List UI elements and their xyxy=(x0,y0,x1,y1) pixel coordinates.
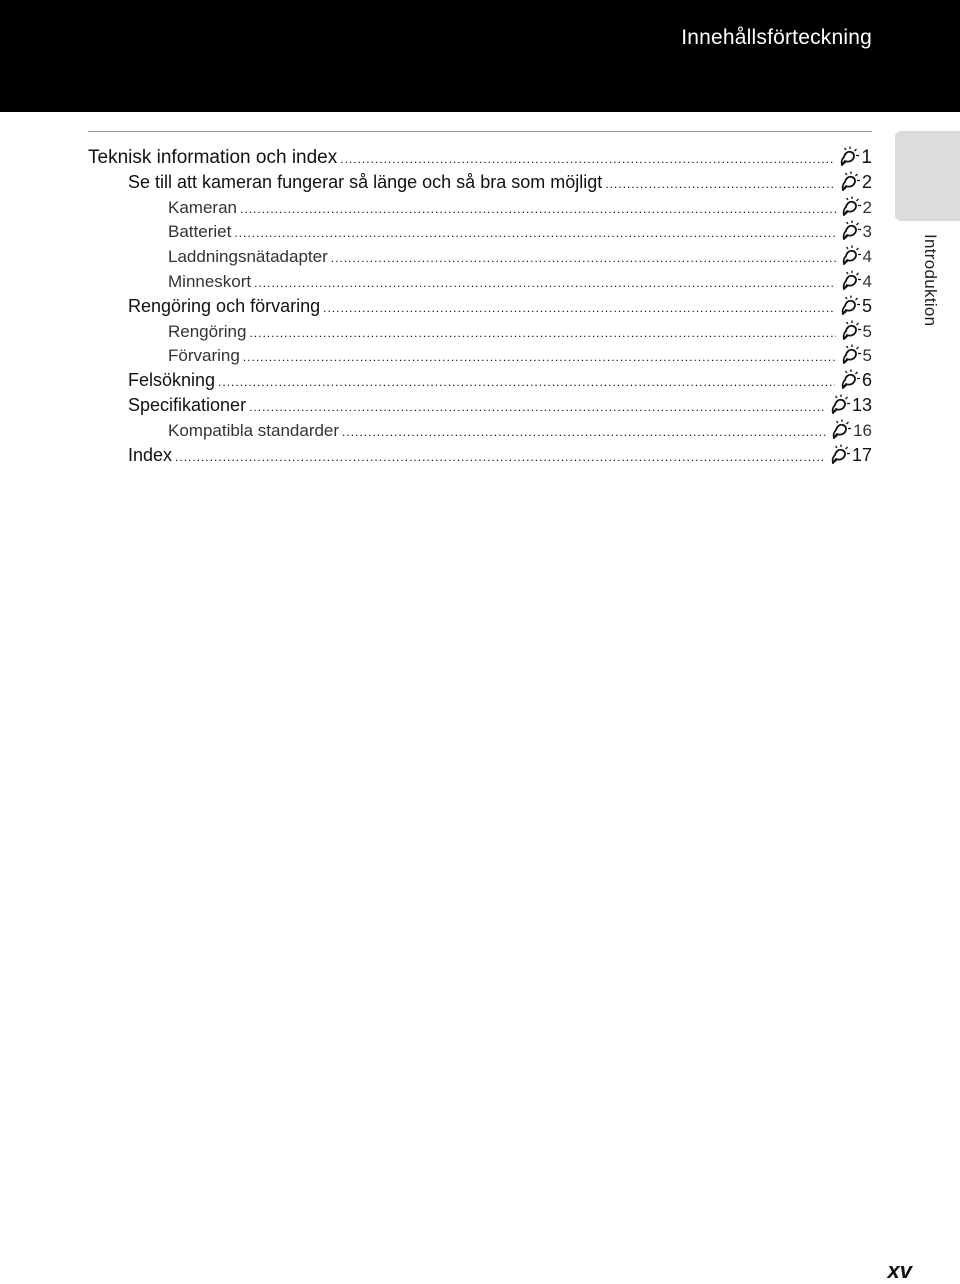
toc-entry[interactable] xyxy=(128,292,872,317)
toc-entry-page: 17 xyxy=(851,444,872,465)
toc-entry-page: 5 xyxy=(861,295,872,316)
toc-entry[interactable] xyxy=(128,441,872,466)
side-tab-label: Introduktion xyxy=(921,234,940,327)
toc-entry-title: Teknisk information och index xyxy=(88,147,338,168)
header-title: Innehållsförteckning xyxy=(681,26,872,49)
toc-entry-title: Specifikationer xyxy=(128,395,247,415)
side-tab-label-box xyxy=(920,234,944,344)
reference-page-icon xyxy=(838,146,860,166)
reference-page-icon xyxy=(829,444,851,464)
toc-entry-title: Felsökning xyxy=(128,370,216,391)
toc-entry-page: 2 xyxy=(861,171,872,192)
header-rule xyxy=(88,131,872,132)
toc-entry-title: Laddningsnätadapter xyxy=(168,247,328,267)
reference-page-icon xyxy=(839,171,861,191)
toc-entry[interactable] xyxy=(128,168,872,193)
toc-entry-title: Index xyxy=(128,444,173,465)
toc-entry[interactable] xyxy=(168,193,872,218)
toc-entry-page: 2 xyxy=(862,197,872,217)
toc-entry[interactable] xyxy=(128,366,872,391)
reference-page-icon xyxy=(830,419,852,439)
reference-page-icon xyxy=(840,245,862,265)
toc-entry[interactable] xyxy=(168,416,872,441)
toc-entry-title: Minneskort xyxy=(168,272,252,291)
reference-page-icon xyxy=(840,220,862,240)
toc-entry-page: 6 xyxy=(861,370,872,391)
toc-entry-page: 13 xyxy=(851,395,872,415)
toc-entry-page: 5 xyxy=(862,321,872,341)
page-number: xv xyxy=(887,1258,912,1283)
toc-entry[interactable] xyxy=(168,217,872,242)
toc-entry-title: Se till att kameran fungerar så länge och så bra som möjligt xyxy=(128,171,603,192)
toc-entry-page: 16 xyxy=(853,420,872,440)
page-header xyxy=(0,0,960,112)
toc-entry[interactable] xyxy=(168,242,872,267)
reference-page-icon xyxy=(840,196,862,216)
toc-entry[interactable] xyxy=(88,143,872,168)
toc-entry[interactable] xyxy=(128,391,872,416)
side-tab xyxy=(895,131,960,221)
toc-entry[interactable] xyxy=(168,341,872,366)
reference-page-icon xyxy=(840,320,862,340)
toc-entry-title: Rengöring och förvaring xyxy=(128,295,321,316)
toc-entry-page: 3 xyxy=(862,222,872,242)
reference-page-icon xyxy=(839,295,861,315)
reference-page-icon xyxy=(839,369,861,389)
toc-entry-title: Kompatibla standarder xyxy=(168,420,340,440)
reference-page-icon xyxy=(829,394,851,414)
toc-entry-page: 4 xyxy=(862,247,872,267)
toc-entry-title: Kameran xyxy=(168,197,237,217)
toc-entry-page: 4 xyxy=(862,272,872,291)
toc-entry-page: 1 xyxy=(861,147,872,168)
toc-entry[interactable] xyxy=(168,267,872,292)
toc-entry[interactable] xyxy=(168,317,872,342)
toc-entry-title: Rengöring xyxy=(168,321,247,341)
reference-page-icon xyxy=(840,270,862,290)
toc-entry-title: Batteriet xyxy=(168,222,232,242)
toc-leader-dots xyxy=(175,445,825,470)
toc-entry-title: Förvaring xyxy=(168,346,240,366)
toc-entry-page: 5 xyxy=(862,346,872,366)
reference-page-icon xyxy=(840,344,862,364)
